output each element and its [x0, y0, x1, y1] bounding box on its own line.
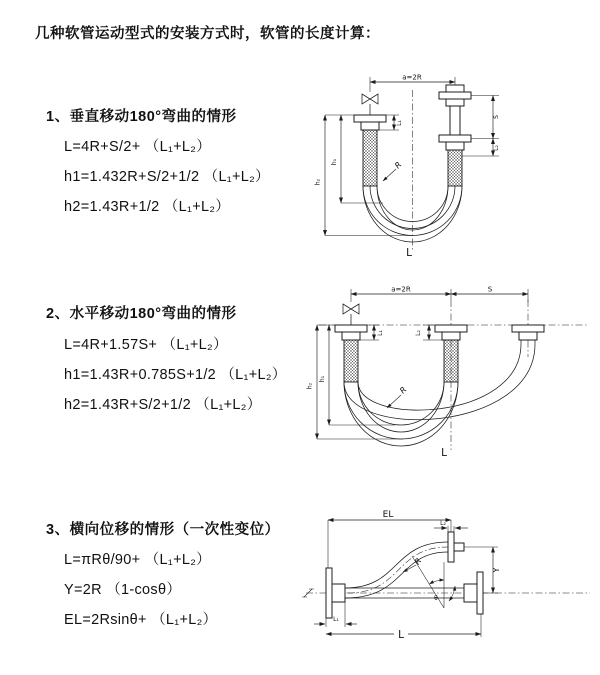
dim-label-y: Y: [492, 567, 501, 573]
valve-icon: [362, 94, 378, 115]
section-2-heading: 2、水平移动180°弯曲的情形: [46, 306, 237, 322]
dim-label-l1: L₁: [396, 120, 403, 126]
dim-label-r: R: [412, 556, 424, 567]
dim-label-l: L: [441, 447, 447, 459]
dim-label-h2: h₂: [306, 382, 314, 390]
left-pipe-assembly: [354, 115, 386, 186]
dim-label-l2: L₂: [493, 145, 500, 151]
dim-label-s: S: [493, 115, 500, 119]
dim-label-l1: L₁: [333, 616, 339, 623]
section-1-heading: 1、垂直移动180°弯曲的情形: [46, 109, 237, 125]
dim-label-h1: h₁: [319, 375, 326, 383]
section-2-formula-h2: h2=1.43R+S/2+1/2 （L₁+L₂）: [64, 397, 262, 413]
dim-label-h1: h₁: [331, 158, 338, 166]
dim-label-r: R: [393, 160, 404, 171]
section-1-formula-h2: h2=1.43R+1/2 （L₁+L₂）: [64, 199, 231, 215]
section-3-formula-EL: EL=2Rsinθ+ （L₁+L₂）: [64, 612, 218, 628]
diagram-1-vertical-bend: [303, 70, 593, 260]
dim-label-l2: L₂: [415, 330, 422, 336]
displaced-hose-curves: [344, 340, 535, 420]
middle-pipe-assembly: [435, 325, 467, 382]
valve-icon: [343, 304, 359, 325]
section-1-formula-h1: h1=1.432R+S/2+1/2 （L₁+L₂）: [64, 169, 270, 185]
left-flange-assembly: [326, 568, 345, 618]
dim-label-a2r: a=2R: [391, 285, 411, 294]
diagram-2-horizontal-bend: [303, 282, 598, 460]
radius-leader: [387, 395, 401, 408]
dim-label-theta: θ: [434, 595, 438, 602]
dim-label-a2r: a=2R: [402, 73, 422, 82]
center-lines: [451, 300, 528, 450]
section-3-formula-Y: Y=2R （1-cosθ）: [64, 582, 182, 598]
braided-hose-middle: [444, 340, 458, 382]
dim-label-l: L: [398, 629, 404, 641]
dim-label-h2: h₂: [314, 178, 322, 186]
dim-label-l2: L₂: [440, 520, 446, 527]
braided-hose-right: [448, 150, 462, 186]
braided-hose-left: [344, 340, 358, 382]
dim-label-l: L: [406, 247, 412, 259]
right-pipe-assembly: [512, 325, 544, 340]
page-title: 几种软管运动型式的安装方式时，软管的长度计算：: [35, 26, 380, 42]
dim-label-el: EL: [382, 510, 394, 520]
radius-leader: [383, 169, 396, 181]
diagram-3-lateral-displacement: [300, 506, 596, 648]
right-flange-assembly: [464, 572, 483, 614]
radius-leader: [403, 565, 416, 572]
section-2-formula-L: L=4R+1.57S+ （L₁+L₂）: [64, 337, 228, 353]
section-2-formula-h1: h1=1.43R+0.785S+1/2 （L₁+L₂）: [64, 367, 287, 383]
braided-hose-left: [363, 130, 377, 186]
left-pipe-assembly: [335, 325, 367, 382]
section-3-heading: 3、横向位移的情形（一次性变位）: [46, 522, 280, 538]
dim-label-l1: L₁: [377, 330, 384, 336]
upper-flange-assembly: [448, 532, 464, 562]
section-1-formula-L: L=4R+S/2+ （L₁+L₂）: [64, 139, 212, 155]
right-pipe-assembly: [439, 85, 471, 186]
section-3-formula-L: L=πRθ/90+ （L₁+L₂）: [64, 552, 211, 568]
dim-label-s: S: [487, 285, 493, 294]
dim-label-r: R: [398, 385, 409, 396]
